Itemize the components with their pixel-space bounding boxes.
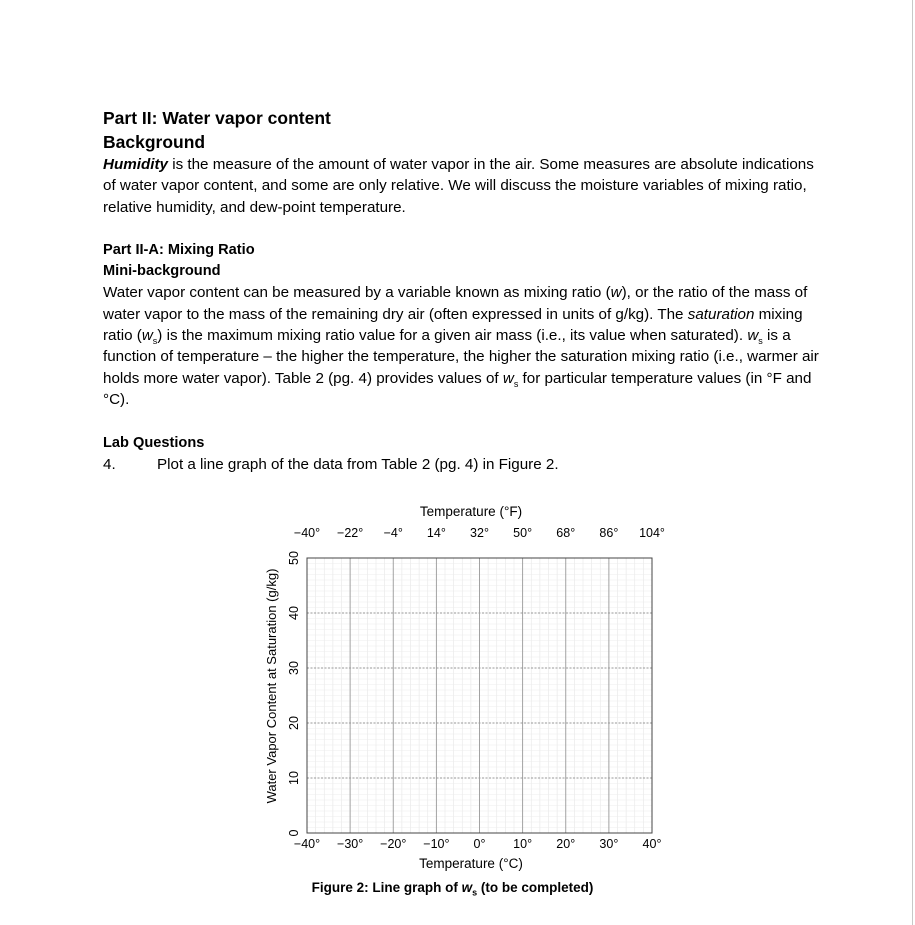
y-axis-label: Water Vapor Content at Saturation (g/kg) xyxy=(264,568,279,804)
y-tick-label: 30 xyxy=(287,661,301,675)
x-axis-label: Temperature (°C) xyxy=(419,856,523,871)
y-tick-label: 50 xyxy=(287,551,301,565)
x-tick-label: −20° xyxy=(380,837,407,851)
top-tick-label: −40° xyxy=(293,526,321,540)
x-tick-label: 0° xyxy=(473,837,486,851)
x-tick-label: 40° xyxy=(642,837,662,851)
y-tick-label: 40 xyxy=(287,606,301,620)
mini-background-title: Mini-background xyxy=(103,263,221,280)
top-tick-label: 32° xyxy=(470,526,489,540)
section-a-title: Part II-A: Mixing Ratio xyxy=(103,242,255,259)
top-tick-label: −22° xyxy=(337,526,364,540)
mini-background-paragraph: Water vapor content can be measured by a variable known as mixing ratio (w), or the ratio of the mass of water vapor to the mass of the remaining dry air (often expressed in units of g/kg). The saturation mixing ratio $(w_s)$ is the maximum mixing ratio value for a given air mass (i.e., its value when saturated). $w_s$ is a function of temperature – the higher the temperature, the higher the saturation mixing ratio (i.e., warmer air holds more water vapor). Table 2 (pg. 4) provides values of $w_s$ for particular temperature values (in °F and °C). xyxy=(103,284,819,409)
y-tick-label: 10 xyxy=(287,771,301,785)
y-tick-label: 0 xyxy=(287,829,301,837)
background-text: is the measure of the amount of water vapor in the air. Some measures are absolute indications of water vapor content, and some are only relative. We will discuss the moisture variables of mixing ratio, relative humidity, and dew-point temperature. xyxy=(103,156,814,216)
background-title: Background xyxy=(103,132,206,152)
lab-questions-title: Lab Questions xyxy=(103,434,205,451)
x-tick-label: 10° xyxy=(513,837,533,851)
top-axis-label: Temperature (°F) xyxy=(419,504,523,519)
x-tick-label: −30° xyxy=(337,837,364,851)
x-tick-label: 30° xyxy=(599,837,619,851)
x-tick-label: −40° xyxy=(293,837,321,851)
humidity-term: Humidity xyxy=(103,156,168,173)
top-tick-label: 86° xyxy=(599,526,619,540)
top-tick-label: −4° xyxy=(383,526,403,540)
top-tick-label: 104° xyxy=(639,526,665,540)
x-tick-label: −10° xyxy=(423,837,450,851)
y-tick-label: 20 xyxy=(287,716,301,730)
x-tick-label: 20° xyxy=(556,837,576,851)
part-title: Part II: Water vapor content xyxy=(103,108,331,128)
top-tick-label: 50° xyxy=(513,526,533,540)
question-number: 4. xyxy=(103,455,116,473)
chart-grid xyxy=(307,558,652,833)
top-tick-label: 14° xyxy=(426,526,446,540)
top-tick-label: 68° xyxy=(556,526,576,540)
figure-caption: Figure 2: Line graph of $w_s$ (to be completed) xyxy=(311,880,594,898)
question-text: Plot a line graph of the data from Table 2 (pg. 4) in Figure 2. xyxy=(157,455,559,473)
